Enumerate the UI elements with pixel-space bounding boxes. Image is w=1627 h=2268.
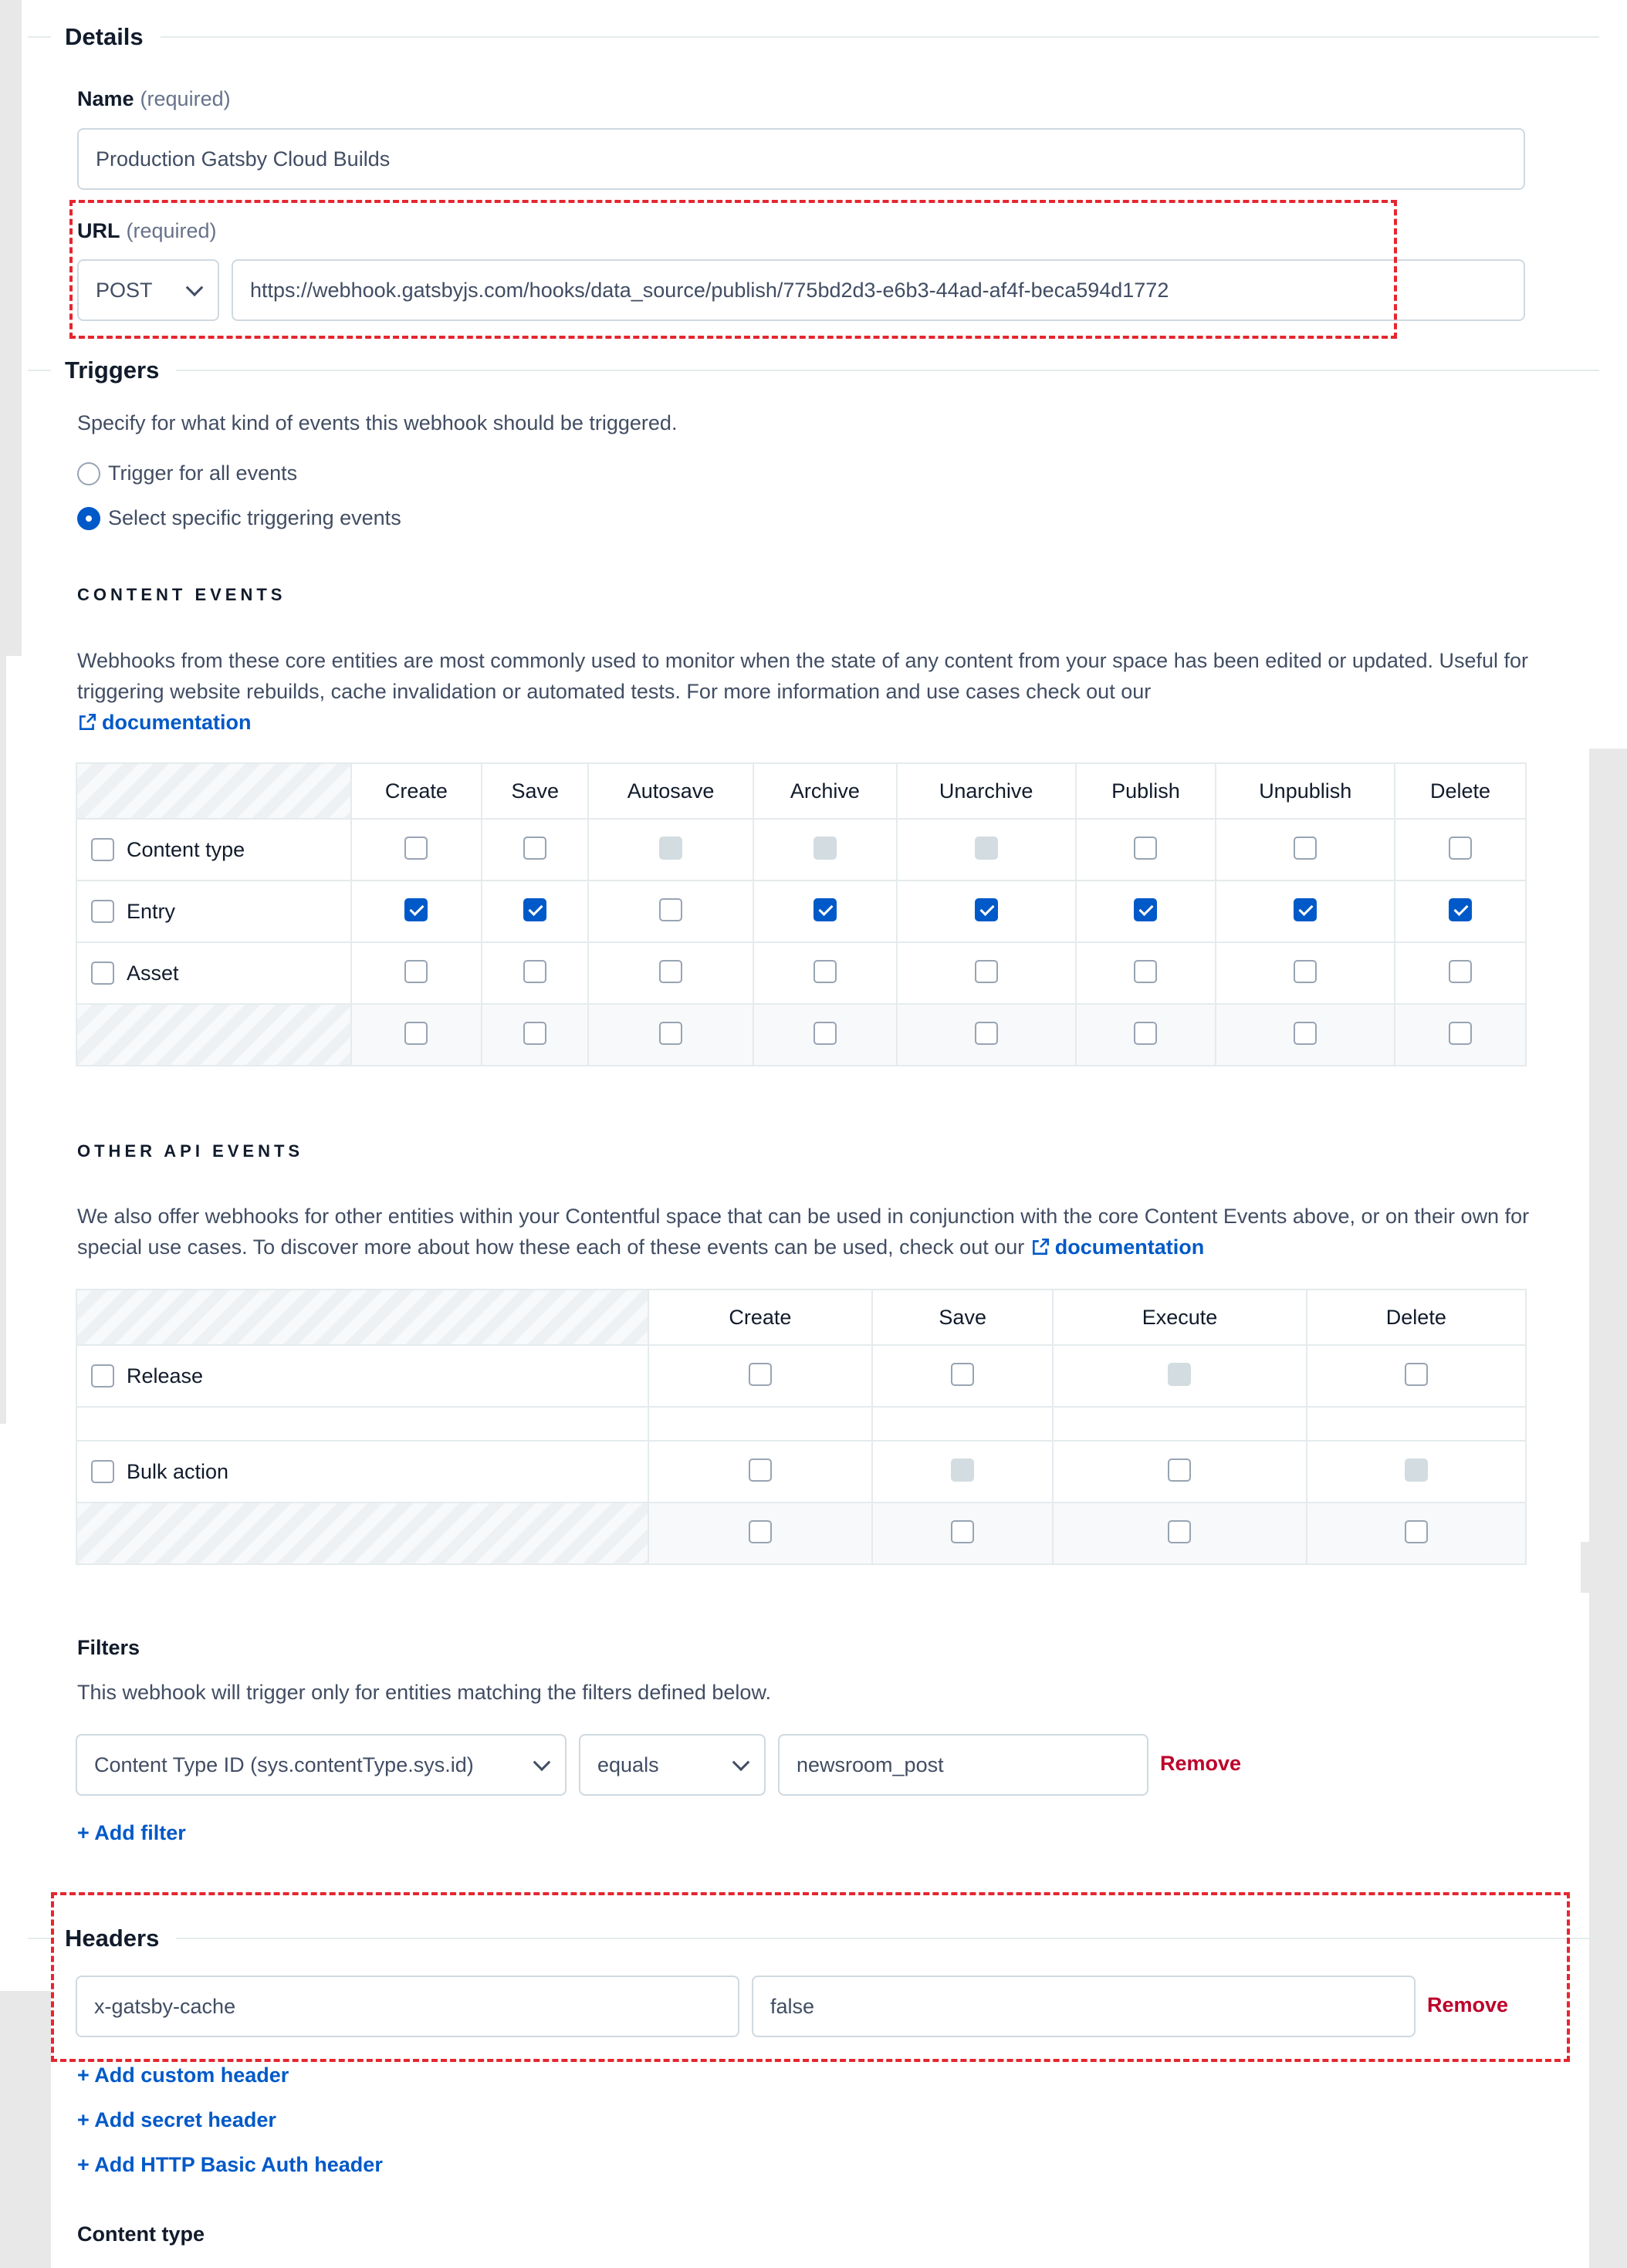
checkbox-checked-icon[interactable] (1294, 898, 1317, 921)
event-cell (588, 942, 753, 1004)
column-header-create: Create (351, 763, 482, 819)
checkbox-checked-icon[interactable] (814, 898, 837, 921)
remove-filter-button[interactable]: Remove (1160, 1752, 1242, 1775)
url-highlight-box (69, 200, 1397, 339)
column-header-save: Save (482, 763, 588, 819)
select-column-cell (872, 1502, 1053, 1564)
add-filter-button[interactable]: + Add filter (77, 1821, 186, 1844)
checkbox-unchecked-icon[interactable] (1405, 1520, 1428, 1543)
row-label-release[interactable] (76, 1345, 648, 1407)
table-row (76, 819, 1526, 880)
row-label-text: Entry (127, 899, 176, 923)
event-cell (753, 942, 897, 1004)
url-label: URL (required) (77, 219, 217, 242)
triggers-section-heading (28, 357, 1599, 384)
checkbox-checked-icon[interactable] (1134, 898, 1157, 921)
event-cell (872, 1345, 1053, 1407)
external-link-icon (1030, 1237, 1050, 1257)
checkbox-unchecked-icon[interactable] (91, 900, 114, 923)
checkbox-unchecked-icon[interactable] (404, 1022, 428, 1045)
triggers-heading: Triggers (65, 357, 160, 384)
checkbox-unchecked-icon[interactable] (659, 960, 682, 983)
row-label-text: Release (127, 1364, 204, 1388)
column-header-execute: Execute (1053, 1289, 1306, 1345)
column-header-delete: Delete (1395, 763, 1526, 819)
event-cell (588, 880, 753, 942)
row-label-text: Bulk action (127, 1459, 229, 1483)
checkbox-disabled-icon (1168, 1363, 1191, 1386)
event-cell (1395, 819, 1526, 880)
name-input[interactable]: Production Gatsby Cloud Builds (77, 128, 1525, 190)
content-events-table (76, 762, 1527, 1066)
corner-cell (76, 1289, 648, 1345)
select-column-cell (351, 1004, 482, 1066)
checkbox-unchecked-icon[interactable] (1405, 1363, 1428, 1386)
checkbox-unchecked-icon[interactable] (523, 1022, 546, 1045)
select-column-cell (482, 1004, 588, 1066)
content-type-label: Content type (77, 2222, 205, 2246)
corner-cell (76, 1502, 648, 1564)
checkbox-unchecked-icon[interactable] (659, 1022, 682, 1045)
row-label-entry[interactable] (76, 880, 351, 942)
event-cell (1076, 942, 1216, 1004)
checkbox-unchecked-icon[interactable] (1294, 837, 1317, 860)
other-events-table (76, 1289, 1527, 1565)
select-column-cell (1076, 1004, 1216, 1066)
header-value-input[interactable]: false (752, 1976, 1416, 2037)
filter-field-select[interactable]: Content Type ID (sys.contentType.sys.id) (76, 1734, 567, 1796)
column-header-create: Create (648, 1289, 872, 1345)
event-cell (1053, 1441, 1306, 1502)
trigger-all-option[interactable]: Trigger for all events (77, 461, 297, 485)
event-cell (648, 1441, 872, 1502)
checkbox-unchecked-icon[interactable] (975, 1022, 998, 1045)
other-events-heading: OTHER API EVENTS (77, 1141, 304, 1161)
corner-cell (76, 763, 351, 819)
checkbox-checked-icon[interactable] (975, 898, 998, 921)
checkbox-disabled-icon (1405, 1458, 1428, 1482)
chevron-down-icon (533, 1753, 551, 1771)
event-cell (1076, 880, 1216, 942)
event-cell (482, 819, 588, 880)
filters-description: This webhook will trigger only for entities matching the filters defined below. (77, 1681, 771, 1704)
method-value: POST (96, 278, 153, 302)
select-column-cell (1307, 1502, 1526, 1564)
url-input[interactable]: https://webhook.gatsbyjs.com/hooks/data_source/publish/775bd2d3-e6b3-44ad-af4f-beca594d1772 (232, 259, 1525, 321)
checkbox-unchecked-icon[interactable] (951, 1520, 974, 1543)
event-cell (482, 880, 588, 942)
trigger-specific-option[interactable]: Select specific triggering events (77, 506, 401, 530)
header-key-input[interactable]: x-gatsby-cache (76, 1976, 739, 2037)
checkbox-checked-icon[interactable] (404, 898, 428, 921)
checkbox-unchecked-icon[interactable] (91, 1460, 114, 1483)
checkbox-unchecked-icon[interactable] (749, 1520, 772, 1543)
column-header-archive: Archive (753, 763, 897, 819)
table-row (76, 880, 1526, 942)
row-label-text: Content type (127, 837, 245, 861)
event-cell (1307, 1441, 1526, 1502)
triggers-description: Specify for what kind of events this webhook should be triggered. (77, 411, 678, 434)
event-cell (351, 942, 482, 1004)
radio-checked-icon[interactable] (77, 507, 100, 530)
column-header-delete: Delete (1307, 1289, 1526, 1345)
event-cell (872, 1441, 1053, 1502)
event-cell (648, 1345, 872, 1407)
add-secret-header-button[interactable]: + Add secret header (77, 2108, 276, 2131)
other-events-description: We also offer webhooks for other entities within your Contentful space that can be used in conjunction with the core Content Events above, or on their own for special use cases. To discover more about how these each of these events can be used, check out our documentation (77, 1205, 1530, 1259)
checkbox-disabled-icon (975, 837, 998, 860)
filters-heading: Filters (77, 1636, 140, 1659)
event-cell (351, 819, 482, 880)
checkbox-unchecked-icon[interactable] (523, 837, 546, 860)
checkbox-unchecked-icon[interactable] (1134, 960, 1157, 983)
checkbox-checked-icon[interactable] (1449, 898, 1472, 921)
external-link-icon (77, 712, 97, 732)
column-header-autosave: Autosave (588, 763, 753, 819)
headers-highlight-box (51, 1892, 1570, 2062)
checkbox-unchecked-icon[interactable] (404, 960, 428, 983)
event-cell (588, 819, 753, 880)
chevron-down-icon (732, 1753, 750, 1771)
remove-header-button[interactable]: Remove (1427, 1993, 1509, 2016)
checkbox-unchecked-icon[interactable] (1294, 960, 1317, 983)
checkbox-unchecked-icon[interactable] (659, 898, 682, 921)
checkbox-unchecked-icon[interactable] (1449, 960, 1472, 983)
checkbox-unchecked-icon[interactable] (1449, 837, 1472, 860)
filter-operator-select[interactable]: equals (579, 1734, 766, 1796)
event-cell (1216, 942, 1395, 1004)
select-column-cell (1395, 1004, 1526, 1066)
table-row (76, 1441, 1526, 1502)
column-header-publish: Publish (1076, 763, 1216, 819)
details-heading: Details (65, 23, 144, 50)
event-cell (1216, 880, 1395, 942)
event-cell (753, 819, 897, 880)
event-cell (753, 880, 897, 942)
checkbox-unchecked-icon[interactable] (951, 1363, 974, 1386)
checkbox-unchecked-icon[interactable] (749, 1363, 772, 1386)
checkbox-unchecked-icon[interactable] (975, 960, 998, 983)
checkbox-unchecked-icon[interactable] (1294, 1022, 1317, 1045)
corner-cell (76, 1004, 351, 1066)
checkbox-disabled-icon (814, 837, 837, 860)
select-column-cell (753, 1004, 897, 1066)
row-spacer (76, 1407, 1526, 1441)
checkbox-unchecked-icon[interactable] (91, 838, 114, 861)
event-cell (1216, 819, 1395, 880)
event-cell (351, 880, 482, 942)
checkbox-unchecked-icon[interactable] (1168, 1520, 1191, 1543)
content-events-doc-link[interactable]: documentation (77, 711, 252, 734)
event-cell (897, 819, 1076, 880)
checkbox-unchecked-icon[interactable] (1449, 1022, 1472, 1045)
checkbox-checked-icon[interactable] (523, 898, 546, 921)
checkbox-unchecked-icon[interactable] (404, 837, 428, 860)
select-column-cell (897, 1004, 1076, 1066)
select-column-cell (1216, 1004, 1395, 1066)
event-cell (1053, 1345, 1306, 1407)
add-custom-header-button[interactable]: + Add custom header (77, 2064, 289, 2087)
row-label-asset[interactable] (76, 942, 351, 1004)
checkbox-unchecked-icon[interactable] (1134, 837, 1157, 860)
checkbox-disabled-icon (951, 1458, 974, 1482)
column-header-unarchive: Unarchive (897, 763, 1076, 819)
column-header-unpublish: Unpublish (1216, 763, 1395, 819)
event-cell (1076, 819, 1216, 880)
checkbox-unchecked-icon[interactable] (523, 960, 546, 983)
name-label: Name (required) (77, 87, 231, 110)
event-cell (897, 880, 1076, 942)
checkbox-unchecked-icon[interactable] (1134, 1022, 1157, 1045)
select-all-row (76, 1502, 1526, 1564)
radio-unchecked-icon[interactable] (77, 462, 100, 485)
checkbox-unchecked-icon[interactable] (814, 1022, 837, 1045)
table-row (76, 1345, 1526, 1407)
add-basic-auth-header-button[interactable]: + Add HTTP Basic Auth header (77, 2153, 383, 2176)
content-events-heading: CONTENT EVENTS (77, 585, 286, 604)
checkbox-unchecked-icon[interactable] (1168, 1458, 1191, 1482)
row-label-content-type[interactable] (76, 819, 351, 880)
select-column-cell (588, 1004, 753, 1066)
event-cell (1307, 1345, 1526, 1407)
row-label-bulk-action[interactable] (76, 1441, 648, 1502)
event-cell (482, 942, 588, 1004)
checkbox-disabled-icon (659, 837, 682, 860)
select-all-row (76, 1004, 1526, 1066)
event-cell (897, 942, 1076, 1004)
checkbox-unchecked-icon[interactable] (91, 962, 114, 985)
content-events-description: Webhooks from these core entities are most commonly used to monitor when the state of any content from your space has been edited or updated. Useful for triggering website rebuilds, cache invalidation or automated tests. For more information and use cases check out our documentation (77, 649, 1529, 734)
details-section-heading (28, 23, 1599, 51)
checkbox-unchecked-icon[interactable] (749, 1458, 772, 1482)
event-cell (1395, 942, 1526, 1004)
other-events-doc-link[interactable]: documentation (1030, 1235, 1205, 1259)
headers-heading: Headers (65, 1925, 160, 1952)
column-header-save: Save (872, 1289, 1053, 1345)
row-label-text: Asset (127, 961, 179, 985)
select-column-cell (1053, 1502, 1306, 1564)
event-cell (1395, 880, 1526, 942)
checkbox-unchecked-icon[interactable] (814, 960, 837, 983)
checkbox-unchecked-icon[interactable] (91, 1364, 114, 1388)
filter-value-input[interactable]: newsroom_post (778, 1734, 1148, 1796)
table-row (76, 942, 1526, 1004)
select-column-cell (648, 1502, 872, 1564)
